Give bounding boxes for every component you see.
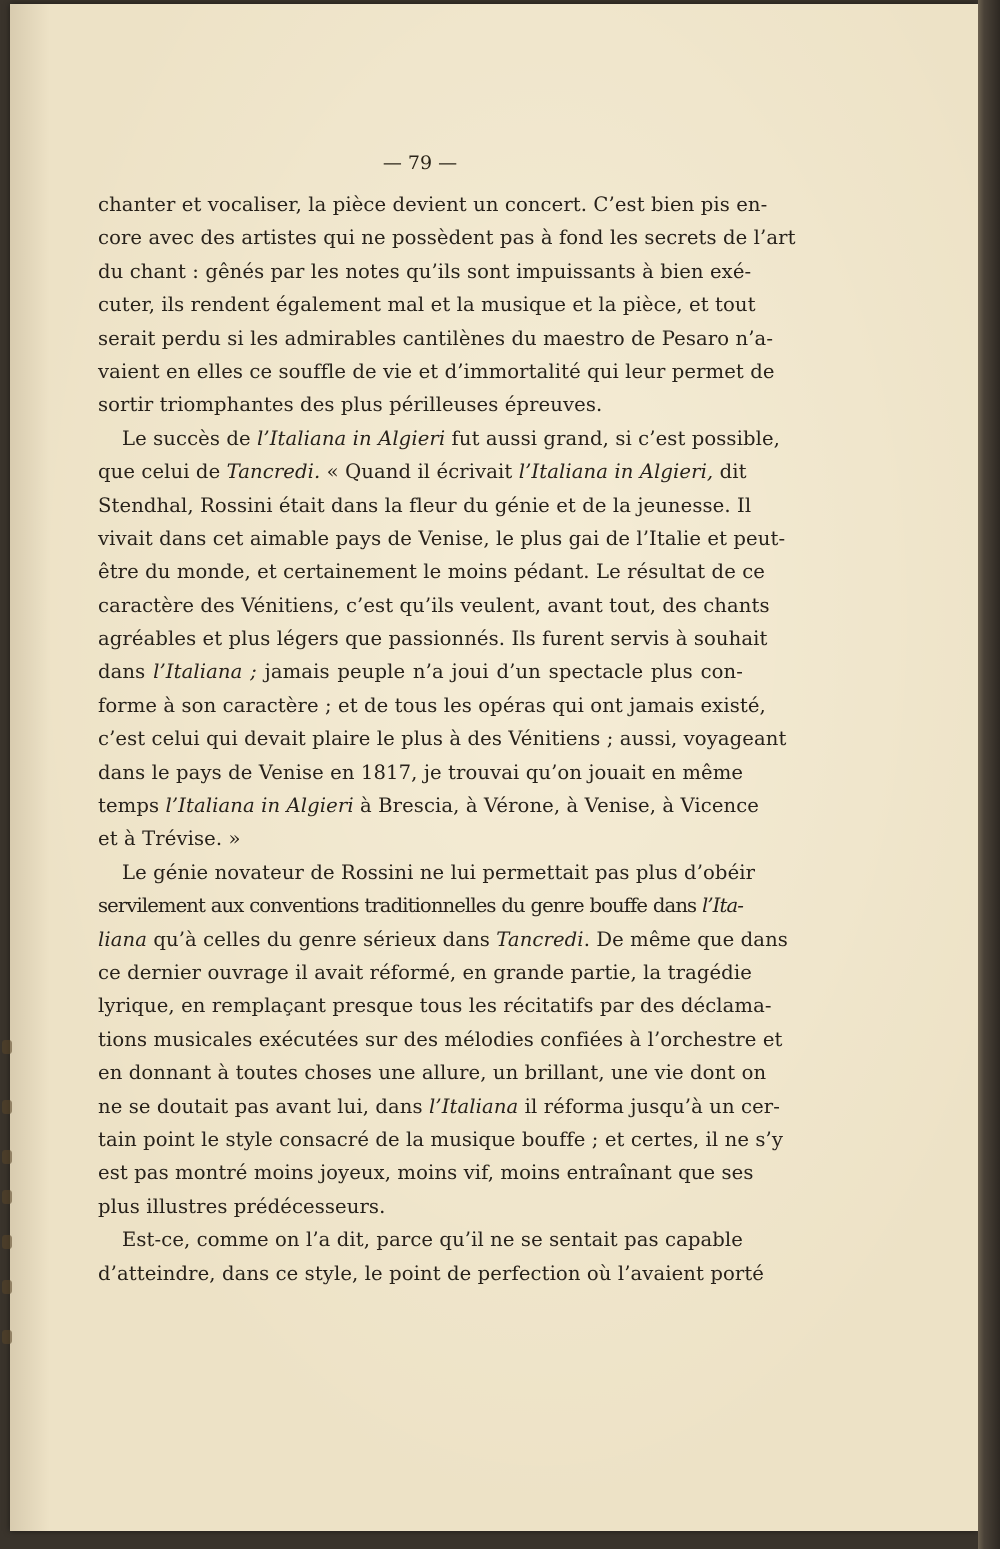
page-number: — 79 — — [382, 152, 458, 174]
text-line — [98, 655, 743, 688]
text-run: . De même que dans — [583, 927, 788, 951]
text-line: du chant : gênés par les notes qu’ils sont impuissants à bien exé- — [98, 259, 752, 283]
text-run: il réforma jusqu’à un cer- — [518, 1094, 780, 1118]
text-run: qu’à celles du genre sérieux dans — [147, 927, 497, 951]
text-line: et à Trévise. » — [98, 827, 241, 851]
text-line: dans le pays de Venise en 1817, je trouvai qu’on jouait en même — [98, 760, 744, 784]
text-line: est pas montré moins joyeux, moins vif, moins entraînant que ses — [98, 1161, 754, 1185]
text-line: agréables et plus légers que passionnés. Ils furent servis à souhait — [98, 627, 768, 651]
text-line — [98, 422, 780, 455]
text-line: tions musicales exécutées sur des mélodies confiées à l’orchestre et — [98, 1027, 783, 1051]
text-line: être du monde, et certainement le moins pédant. Le résultat de ce — [98, 560, 765, 584]
text-run: temps — [98, 794, 166, 818]
text-line: Le génie novateur de Rossini ne lui permettait pas plus d’obéir — [122, 860, 756, 884]
text-line: tain point le style consacré de la musique bouffe ; et certes, il ne s’y — [98, 1127, 784, 1151]
text-line: d’atteindre, dans ce style, le point de perfection où l’avaient porté — [98, 1261, 765, 1285]
text-line: forme à son caractère ; et de tous les opéras qui ont jamais existé, — [98, 693, 766, 717]
italic-title: l’Italiana ; — [153, 660, 257, 684]
italic-title: Tancredi. — [226, 460, 321, 484]
italic-title: l’Italiana in Algieri, — [518, 460, 714, 484]
text-line: caractère des Vénitiens, c’est qu’ils veulent, avant tout, des chants — [98, 593, 770, 617]
text-line: vaient en elles ce souffle de vie et d’immortalité qui leur permet de — [98, 359, 775, 383]
text-line — [98, 455, 747, 488]
text-line: lyrique, en remplaçant presque tous les récitatifs par des déclama- — [98, 994, 772, 1018]
text-run: Le succès de — [122, 426, 258, 450]
italic-title: liana — [98, 927, 148, 951]
text-line: Est-ce, comme on l’a dit, parce qu’il ne se sentait pas capable — [122, 1228, 743, 1252]
text-line: serait perdu si les admirables cantilènes du maestro de Pesaro n’a- — [98, 326, 774, 350]
text-run: servilement aux conventions traditionnelles du genre bouffe dans — [98, 894, 702, 918]
text-run: dans — [98, 660, 154, 684]
text-line — [98, 923, 788, 956]
text-run: à Brescia, à Vérone, à Venise, à Vicence — [353, 794, 759, 818]
text-line: chanter et vocaliser, la pièce devient un concert. C’est bien pis en- — [98, 193, 768, 216]
text-line: sortir triomphantes des plus périlleuses épreuves. — [98, 393, 603, 417]
text-line: vivait dans cet aimable pays de Venise, le plus gai de l’Italie et peut- — [98, 526, 786, 550]
text-line: cuter, ils rendent également mal et la musique et la pièce, et tout — [98, 293, 756, 317]
text-line — [98, 789, 759, 822]
body-text — [98, 188, 796, 1290]
gutter-marks — [0, 1040, 18, 1380]
text-line: en donnant à toutes choses une allure, un brillant, une vie dont on — [98, 1061, 767, 1085]
text-run: dit — [713, 460, 747, 484]
text-run: que celui de — [98, 460, 227, 484]
text-line — [98, 1090, 780, 1123]
italic-title: l’Italiana in Algieri — [257, 426, 446, 450]
italic-title: l’Italiana — [429, 1094, 519, 1118]
text-run: ne se doutait pas avant lui, dans — [98, 1094, 430, 1118]
page-edge-shadow — [978, 0, 1000, 1549]
text-line: Stendhal, Rossini était dans la fleur du génie et de la jeunesse. Il — [98, 493, 752, 517]
text-line: ce dernier ouvrage il avait réformé, en grande partie, la tragédie — [98, 960, 752, 984]
text-line — [98, 889, 743, 922]
italic-title: l’Ita- — [701, 894, 743, 918]
text-run: « Quand il écrivait — [320, 460, 519, 484]
text-line: plus illustres prédécesseurs. — [98, 1194, 386, 1218]
text-run: fut aussi grand, si c’est possible, — [445, 426, 780, 450]
italic-title: Tancredi — [496, 927, 584, 951]
text-line: core avec des artistes qui ne possèdent pas à fond les secrets de l’art — [98, 226, 796, 250]
italic-title: l’Italiana in Algieri — [165, 794, 354, 818]
text-run: jamais peuple n’a joui d’un spectacle plus con- — [256, 660, 743, 684]
text-line: c’est celui qui devait plaire le plus à des Vénitiens ; aussi, voyageant — [98, 727, 787, 751]
